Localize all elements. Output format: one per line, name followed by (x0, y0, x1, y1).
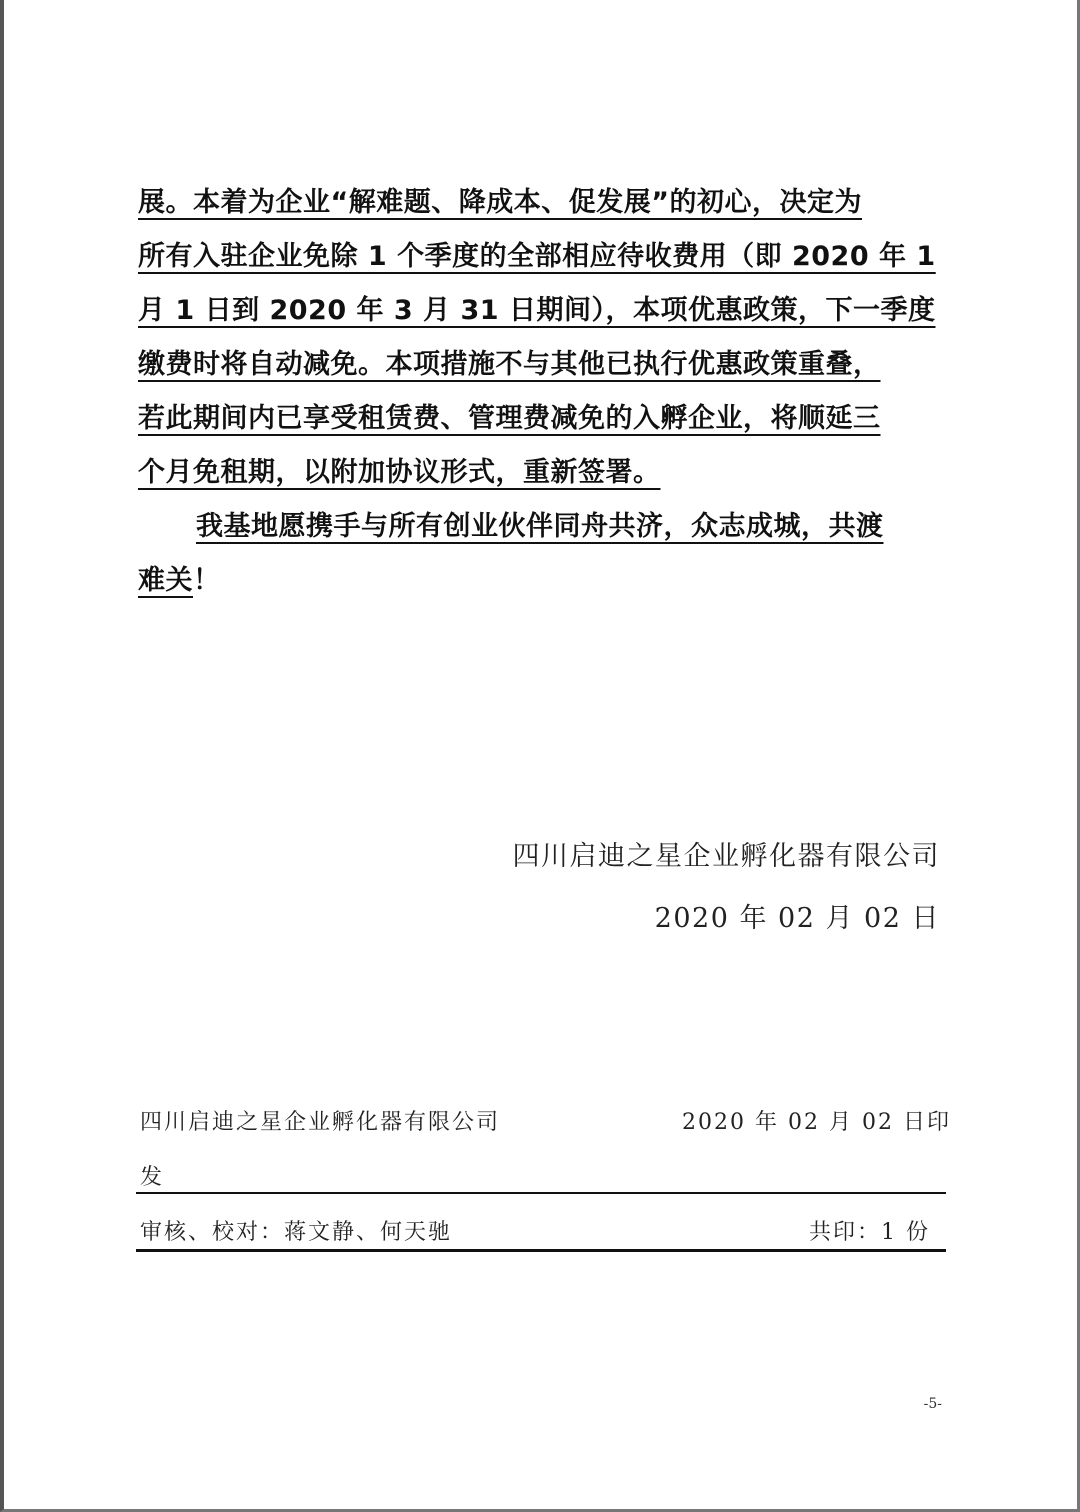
text-line: 个月免租期，以附加协议形式，重新签署。 (138, 457, 661, 488)
text-line-last (138, 558, 221, 597)
exclamation-mark: ！ (193, 565, 221, 596)
text-line: 缴费时将自动减免。本项措施不与其他已执行优惠政策重叠， (138, 349, 881, 380)
footer-divider-thin (136, 1192, 946, 1194)
footer-divider-thick (136, 1249, 946, 1252)
page-number: -5- (923, 1396, 942, 1412)
footer-issue-date-wrap: 发 (140, 1165, 165, 1190)
text-line: 月 1 日到 2020 年 3 月 31 日期间），本项优惠政策，下一季度 (138, 295, 936, 326)
text-line: 我基地愿携手与所有创业伙伴同舟共济，众志成城，共渡 (196, 511, 884, 542)
text-segment: 难关 (138, 565, 193, 596)
text-line: 所有入驻企业免除 1 个季度的全部相应待收费用（即 2020 年 1 (138, 241, 936, 272)
footer-issue-date: 2020 年 02 月 02 日印 (682, 1110, 951, 1135)
signature-date: 2020 年 02 月 02 日 (654, 903, 940, 934)
text-line: 若此期间内已享受租赁费、管理费减免的入孵企业，将顺延三 (138, 403, 881, 434)
text-line: 展。本着为企业“解难题、降成本、促发展”的初心，决定为 (138, 187, 862, 218)
footer-copies: 共印：1 份 (809, 1220, 930, 1245)
signature-company: 四川启迪之星企业孵化器有限公司 (512, 841, 940, 872)
footer-issuer: 四川启迪之星企业孵化器有限公司 (140, 1110, 501, 1135)
footer-reviewers: 审核、校对：蒋文静、何天驰 (140, 1220, 453, 1245)
